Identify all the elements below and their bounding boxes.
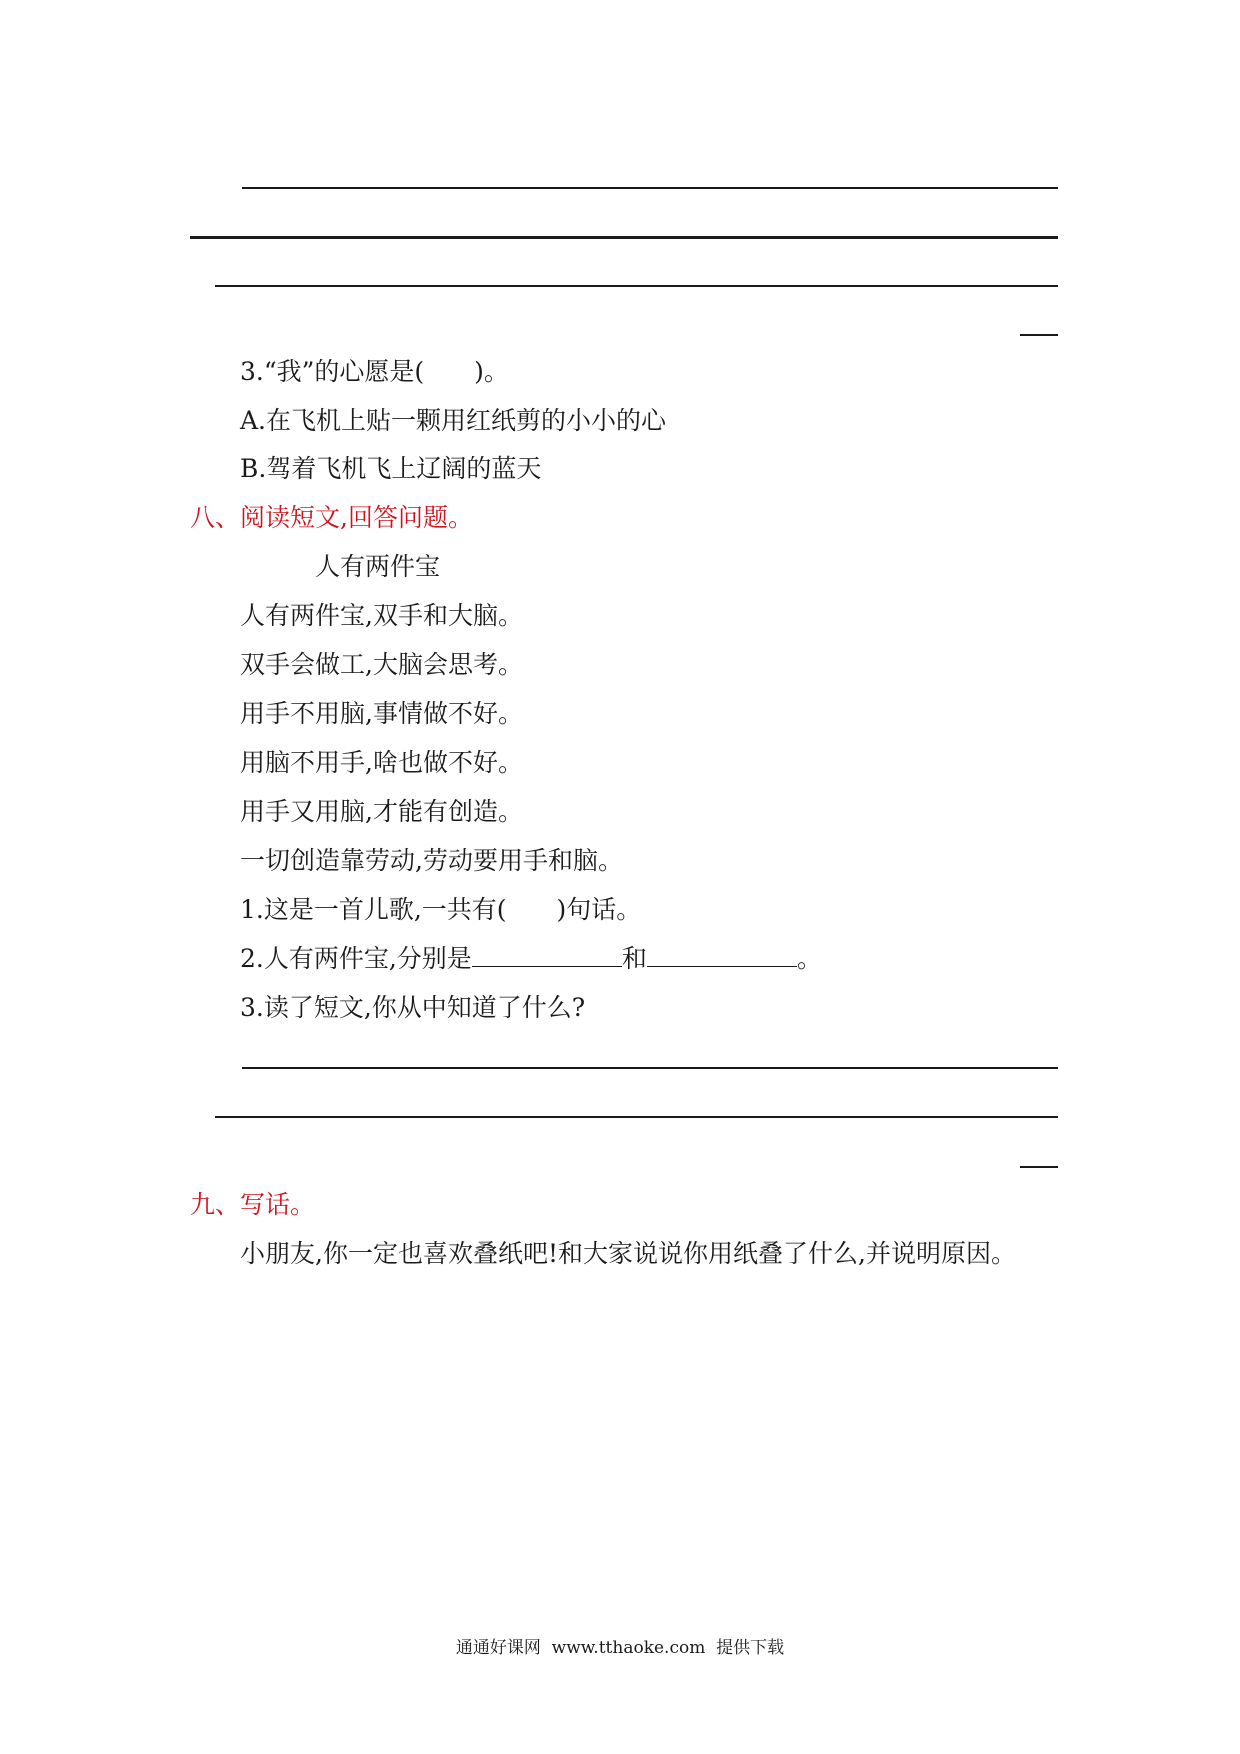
question-3-stem: 3.“我”的心愿是( )。 [240,357,509,386]
poem-line: 用手又用脑,才能有创造。 [240,797,523,826]
footer-credit: 通通好课网 www.tthaoke.com 提供下载 [455,1638,785,1658]
answer-line[interactable] [242,1067,1058,1069]
answer-line-end[interactable] [1020,1166,1058,1168]
question-2-prefix: 2.人有两件宝,分别是 [240,944,472,973]
poem-line: 双手会做工,大脑会思考。 [240,650,523,679]
question-2-end: 。 [796,944,822,973]
question-3: 3.读了短文,你从中知道了什么? [240,993,586,1022]
poem-line: 一切创造靠劳动,劳动要用手和脑。 [240,846,623,875]
poem-line: 用脑不用手,啥也做不好。 [240,748,523,777]
question-2-joiner: 和 [621,944,647,973]
question-1: 1.这是一首儿歌,一共有( )句话。 [240,895,642,924]
answer-blank[interactable] [472,944,622,967]
section-9-heading: 九、写话。 [190,1190,316,1219]
answer-line-end[interactable] [1020,334,1058,336]
option-b: B.驾着飞机飞上辽阔的蓝天 [240,454,542,483]
writing-prompt: 小朋友,你一定也喜欢叠纸吧!和大家说说你用纸叠了什么,并说明原因。 [240,1239,1016,1268]
answer-line[interactable] [215,1116,1058,1118]
answer-line[interactable] [190,236,1058,239]
answer-blank[interactable] [647,944,797,967]
question-2 [240,943,822,975]
answer-line[interactable] [242,187,1058,189]
answer-line[interactable] [215,285,1058,287]
poem-line: 人有两件宝,双手和大脑。 [240,601,523,630]
section-8-heading: 八、阅读短文,回答问题。 [190,503,473,532]
poem-line: 用手不用脑,事情做不好。 [240,699,523,728]
option-a: A.在飞机上贴一颗用红纸剪的小小的心 [240,406,667,435]
poem-title: 人有两件宝 [315,552,441,581]
